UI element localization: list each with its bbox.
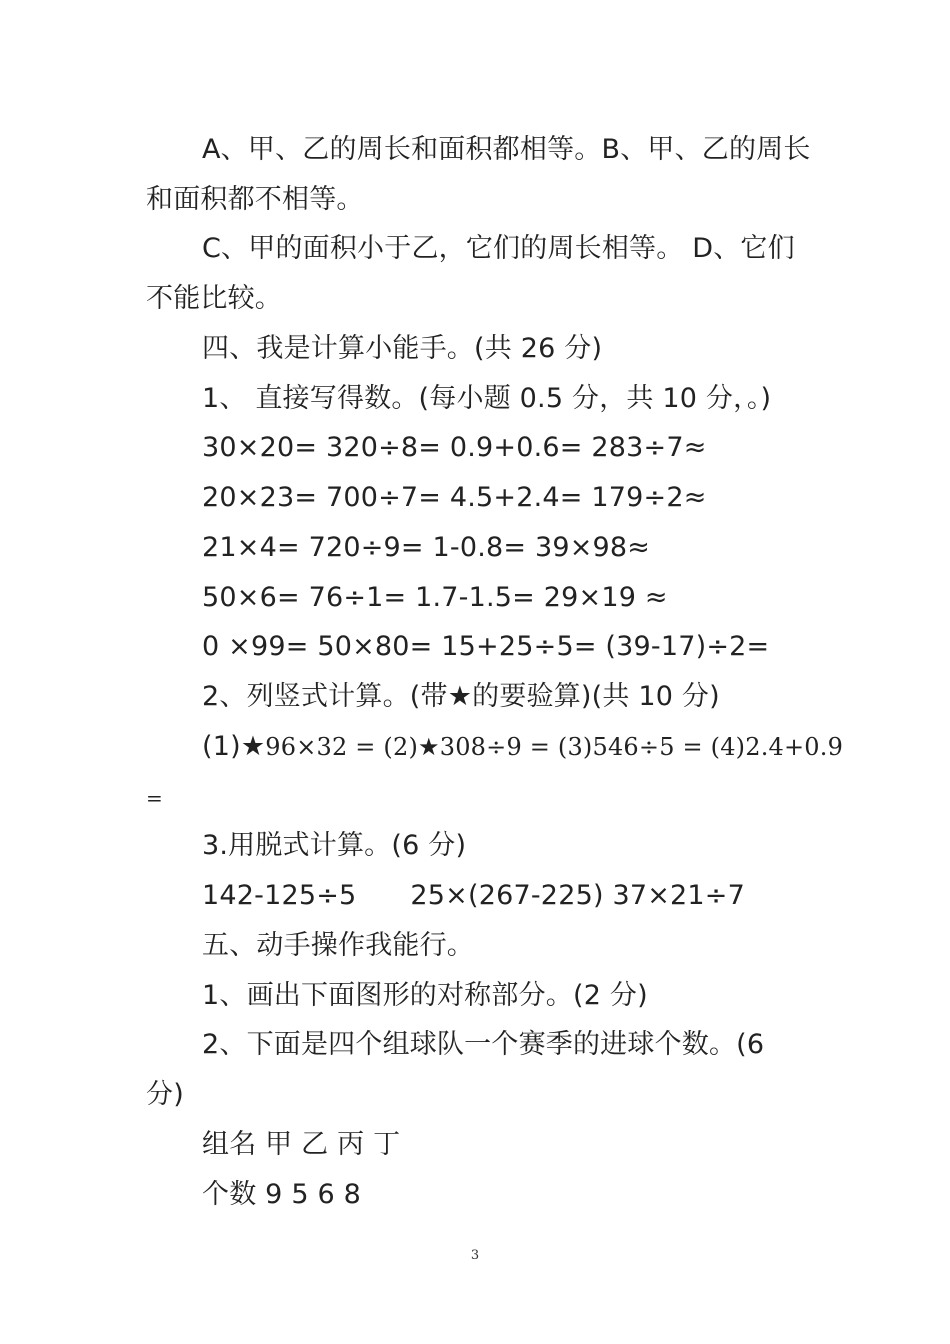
page-number: 3 <box>470 1248 480 1263</box>
option-b-continuation: 和面积都不相等。 <box>146 184 364 215</box>
step-calc-problems <box>202 871 811 921</box>
vertical-calc-problems <box>202 722 844 772</box>
team-names-row: 组名 甲 乙 丙 丁 <box>202 1129 401 1160</box>
step-calc-rest: 25×(267-225) 37×21÷7 <box>410 880 746 911</box>
question-3-instruction: 3.用脱式计算。(6 分) <box>202 830 467 861</box>
symmetry-question: 1、画出下面图形的对称部分。(2 分) <box>202 980 648 1011</box>
goal-counts-row: 个数 9 5 6 8 <box>202 1179 362 1210</box>
oral-calc-row-5: 0 ×99= 50×80= 15+25÷5= (39-17)÷2= <box>202 631 770 662</box>
vertical-calc-tail <box>146 772 811 823</box>
oral-calc-row-1: 30×20= 320÷8= 0.9+0.6= 283÷7≈ <box>202 432 707 463</box>
oral-calc-row-3: 21×4= 720÷9= 1-0.8= 39×98≈ <box>202 532 651 563</box>
vertical-calc-prefix: (1)★ <box>202 731 266 762</box>
oral-calc-row-2: 20×23= 700÷7= 4.5+2.4= 179÷2≈ <box>202 482 707 513</box>
goals-question-continuation: 分) <box>146 1079 184 1110</box>
oral-calc-row-4: 50×6= 76÷1= 1.7-1.5= 29×19 ≈ <box>202 582 668 613</box>
option-a-b-line: A、甲、乙的周长和面积都相等。B、甲、乙的周长 <box>202 134 811 165</box>
question-1-instruction: 1、 直接写得数。(每小题 0.5 分，共 10 分，。) <box>202 383 772 414</box>
vertical-calc-expressions: 96×32 = (2)★308÷9 = (3)546÷5 = (4)2.4+0.9 <box>265 733 844 761</box>
goals-question: 2、下面是四个组球队一个赛季的进球个数。(6 <box>202 1029 765 1060</box>
vertical-calc-equals: = <box>146 786 163 810</box>
section-five-heading: 五、动手操作我能行。 <box>202 930 474 961</box>
step-calc-first: 142-125÷5 <box>202 880 357 911</box>
section-four-heading: 四、我是计算小能手。(共 26 分) <box>202 333 603 364</box>
option-d-continuation: 不能比较。 <box>146 283 282 314</box>
question-2-instruction: 2、列竖式计算。(带★的要验算)(共 10 分) <box>202 681 720 712</box>
option-c-d-line: C、甲的面积小于乙，它们的周长相等。 D、它们 <box>202 233 795 264</box>
